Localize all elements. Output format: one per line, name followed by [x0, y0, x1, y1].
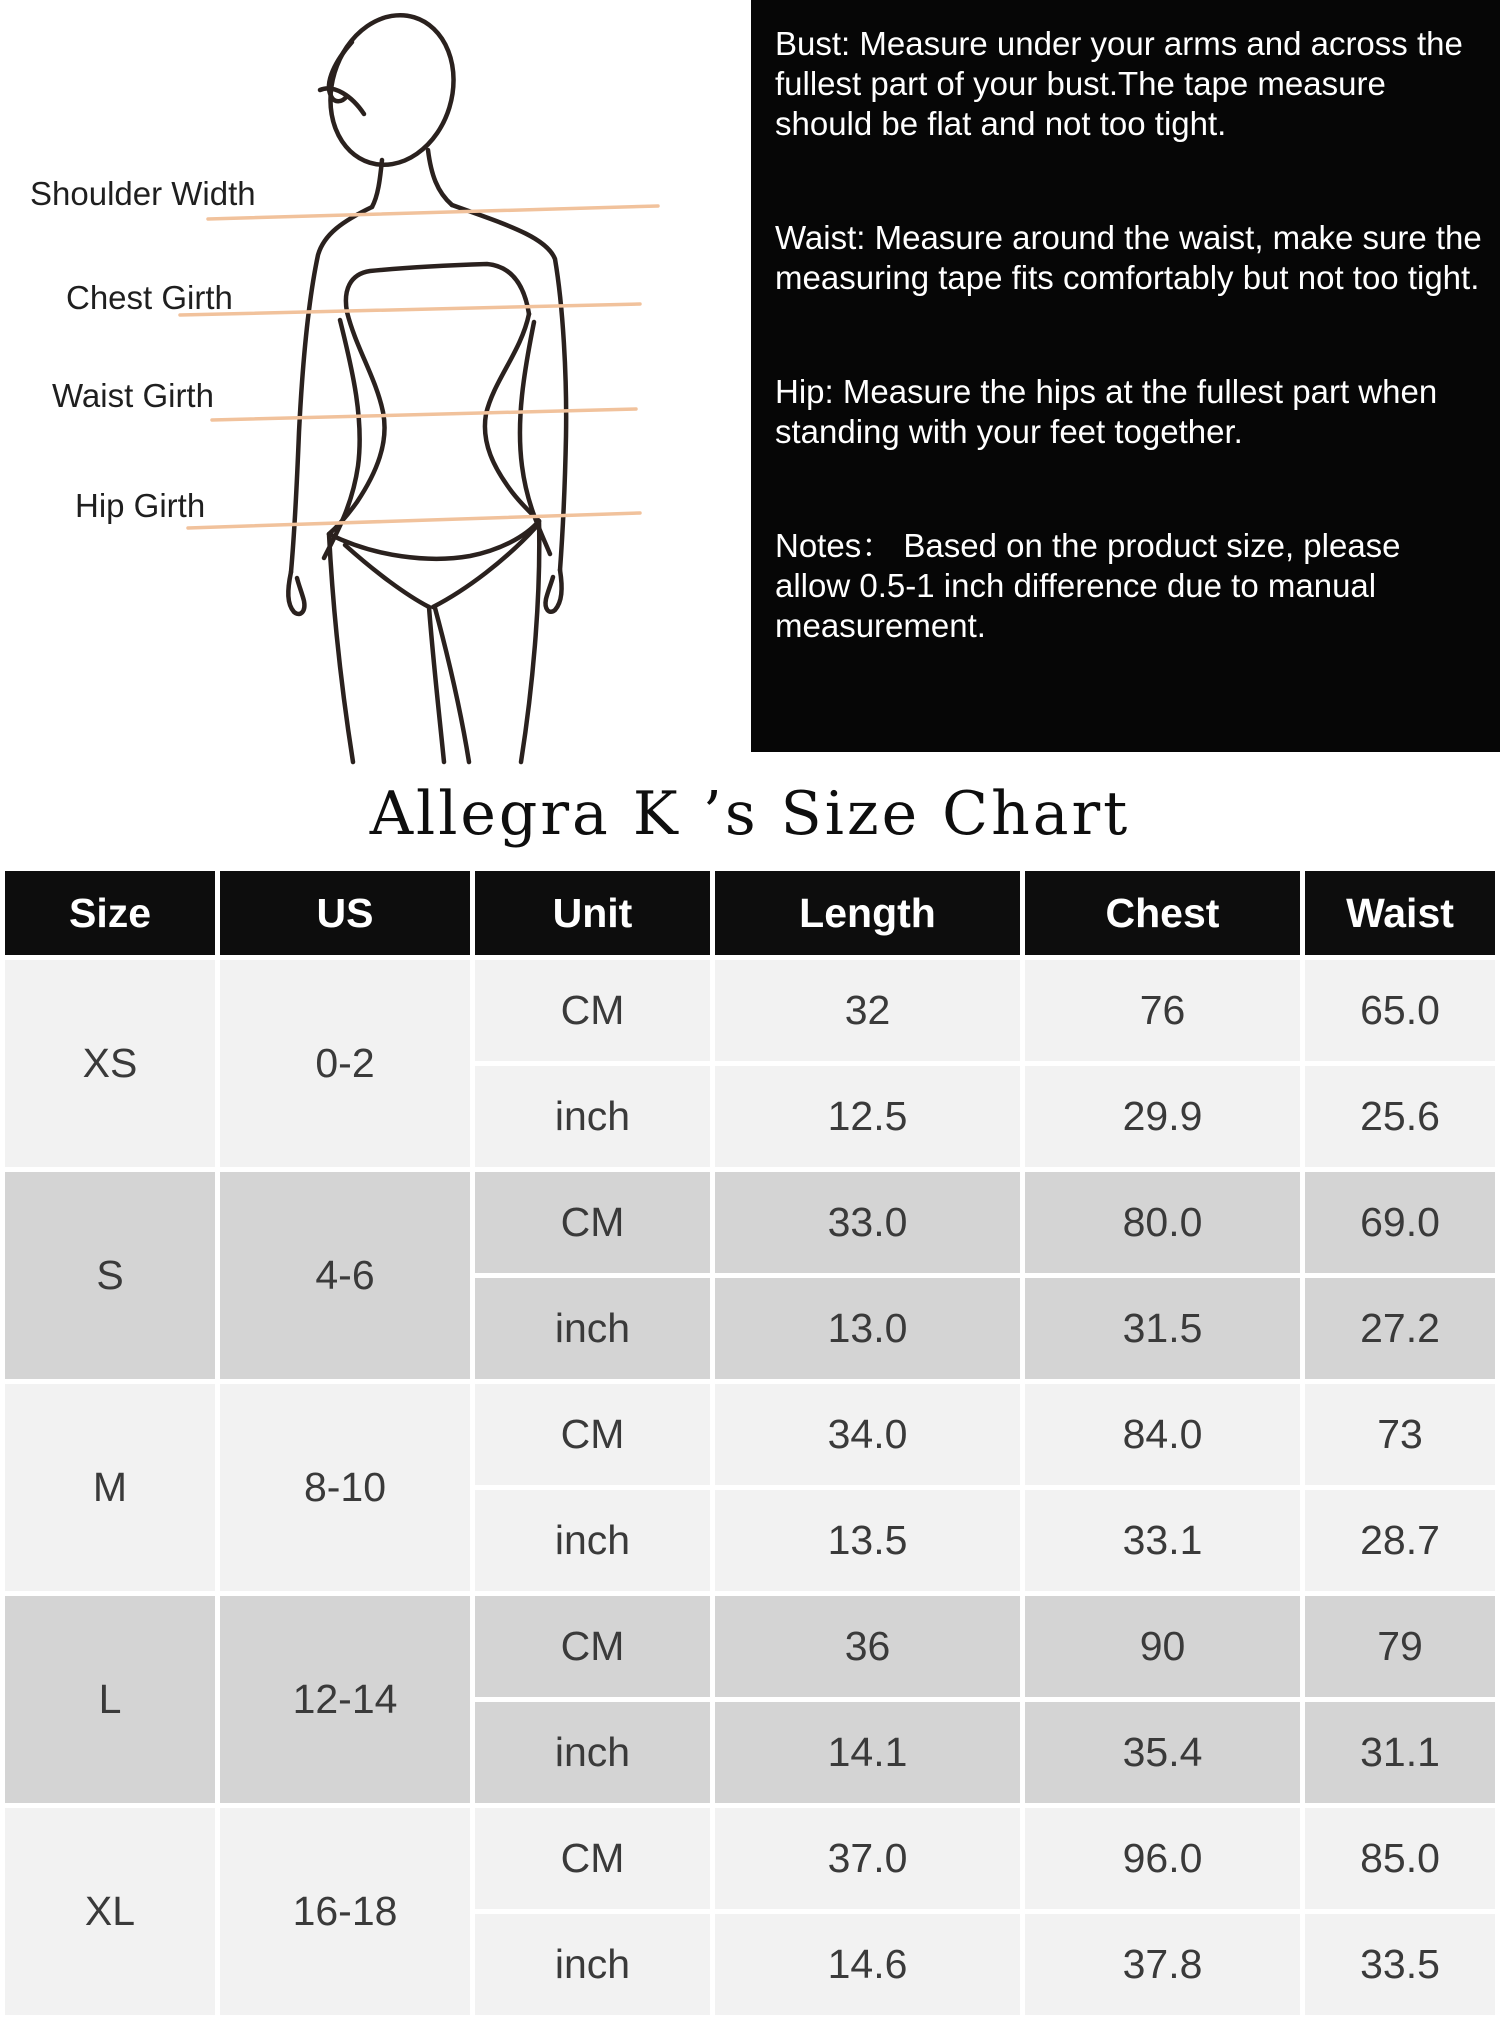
measuring-instructions-panel — [751, 0, 1500, 752]
waist-cell: 33.5 — [1305, 1914, 1495, 2015]
chest-cell: 35.4 — [1025, 1702, 1300, 1803]
size-cell: S — [5, 1172, 215, 1379]
table-row — [5, 1384, 1495, 1485]
chest-cell: 29.9 — [1025, 1066, 1300, 1167]
waist-cell: 65.0 — [1305, 960, 1495, 1061]
chest-girth-line — [180, 304, 640, 315]
table-row — [5, 1172, 1495, 1273]
chest-cell: 76 — [1025, 960, 1300, 1061]
chest-cell: 90 — [1025, 1596, 1300, 1697]
bust-instruction: Bust: Measure under your arms and across the fullest part of your bust.The tape measure should be flat and not too tight. — [775, 25, 1463, 142]
chest-cell: 96.0 — [1025, 1808, 1300, 1909]
hip-instruction: Hip: Measure the hips at the fullest part when standing with your feet together. — [775, 373, 1438, 450]
length-cell: 14.6 — [715, 1914, 1020, 2015]
length-cell: 34.0 — [715, 1384, 1020, 1485]
length-cell: 33.0 — [715, 1172, 1020, 1273]
waist-cell: 25.6 — [1305, 1066, 1495, 1167]
col-header-unit: Unit — [475, 871, 710, 955]
col-header-chest: Chest — [1025, 871, 1300, 955]
col-header-us: US — [220, 871, 470, 955]
us-cell: 0-2 — [220, 960, 470, 1167]
waist-instruction: Waist: Measure around the waist, make sure the measuring tape fits comfortably but not too tight. — [775, 219, 1482, 296]
chest-cell: 31.5 — [1025, 1278, 1300, 1379]
us-cell: 16-18 — [220, 1808, 470, 2015]
unit-cell: inch — [475, 1702, 710, 1803]
shoulder-width-line — [208, 206, 658, 219]
waist-cell: 85.0 — [1305, 1808, 1495, 1909]
table-row — [5, 1808, 1495, 1909]
length-cell: 37.0 — [715, 1808, 1020, 1909]
size-cell: XS — [5, 960, 215, 1167]
unit-cell: inch — [475, 1490, 710, 1591]
table-header-row — [5, 871, 1495, 955]
unit-cell: CM — [475, 1596, 710, 1697]
chest-cell: 37.8 — [1025, 1914, 1300, 2015]
table-row — [5, 960, 1495, 1061]
length-cell: 32 — [715, 960, 1020, 1061]
unit-cell: inch — [475, 1278, 710, 1379]
hip-girth-line — [188, 513, 640, 528]
chest-girth-label: Chest Girth — [66, 279, 233, 316]
length-cell: 36 — [715, 1596, 1020, 1697]
waist-girth-label: Waist Girth — [52, 377, 214, 414]
unit-cell: inch — [475, 1066, 710, 1167]
us-cell: 12-14 — [220, 1596, 470, 1803]
hip-girth-label: Hip Girth — [75, 487, 206, 524]
length-cell: 13.5 — [715, 1490, 1020, 1591]
chest-cell: 84.0 — [1025, 1384, 1300, 1485]
us-cell: 8-10 — [220, 1384, 470, 1591]
waist-cell: 28.7 — [1305, 1490, 1495, 1591]
length-cell: 13.0 — [715, 1278, 1020, 1379]
size-chart-title: Allegra K ’s Size Chart — [369, 779, 1131, 849]
size-chart-table — [0, 866, 1500, 2020]
size-cell: M — [5, 1384, 215, 1591]
waist-cell: 27.2 — [1305, 1278, 1495, 1379]
body-measurement-diagram — [0, 0, 751, 766]
waist-cell: 79 — [1305, 1596, 1495, 1697]
unit-cell: CM — [475, 1172, 710, 1273]
size-cell: L — [5, 1596, 215, 1803]
unit-cell: CM — [475, 1384, 710, 1485]
notes-instruction: Notes： Based on the product size, please allow 0.5-1 inch difference due to manual measurement. — [775, 527, 1401, 644]
us-cell: 4-6 — [220, 1172, 470, 1379]
length-cell: 12.5 — [715, 1066, 1020, 1167]
waist-cell: 69.0 — [1305, 1172, 1495, 1273]
col-header-size: Size — [5, 871, 215, 955]
unit-cell: CM — [475, 960, 710, 1061]
measurement-guide-section — [0, 0, 1500, 766]
col-header-length: Length — [715, 871, 1020, 955]
table-row — [5, 1596, 1495, 1697]
size-cell: XL — [5, 1808, 215, 2015]
waist-cell: 73 — [1305, 1384, 1495, 1485]
chest-cell: 80.0 — [1025, 1172, 1300, 1273]
shoulder-width-label: Shoulder Width — [30, 175, 256, 212]
waist-girth-line — [212, 409, 636, 420]
waist-cell: 31.1 — [1305, 1702, 1495, 1803]
unit-cell: inch — [475, 1914, 710, 2015]
col-header-waist: Waist — [1305, 871, 1495, 955]
unit-cell: CM — [475, 1808, 710, 1909]
length-cell: 14.1 — [715, 1702, 1020, 1803]
chest-cell: 33.1 — [1025, 1490, 1300, 1591]
